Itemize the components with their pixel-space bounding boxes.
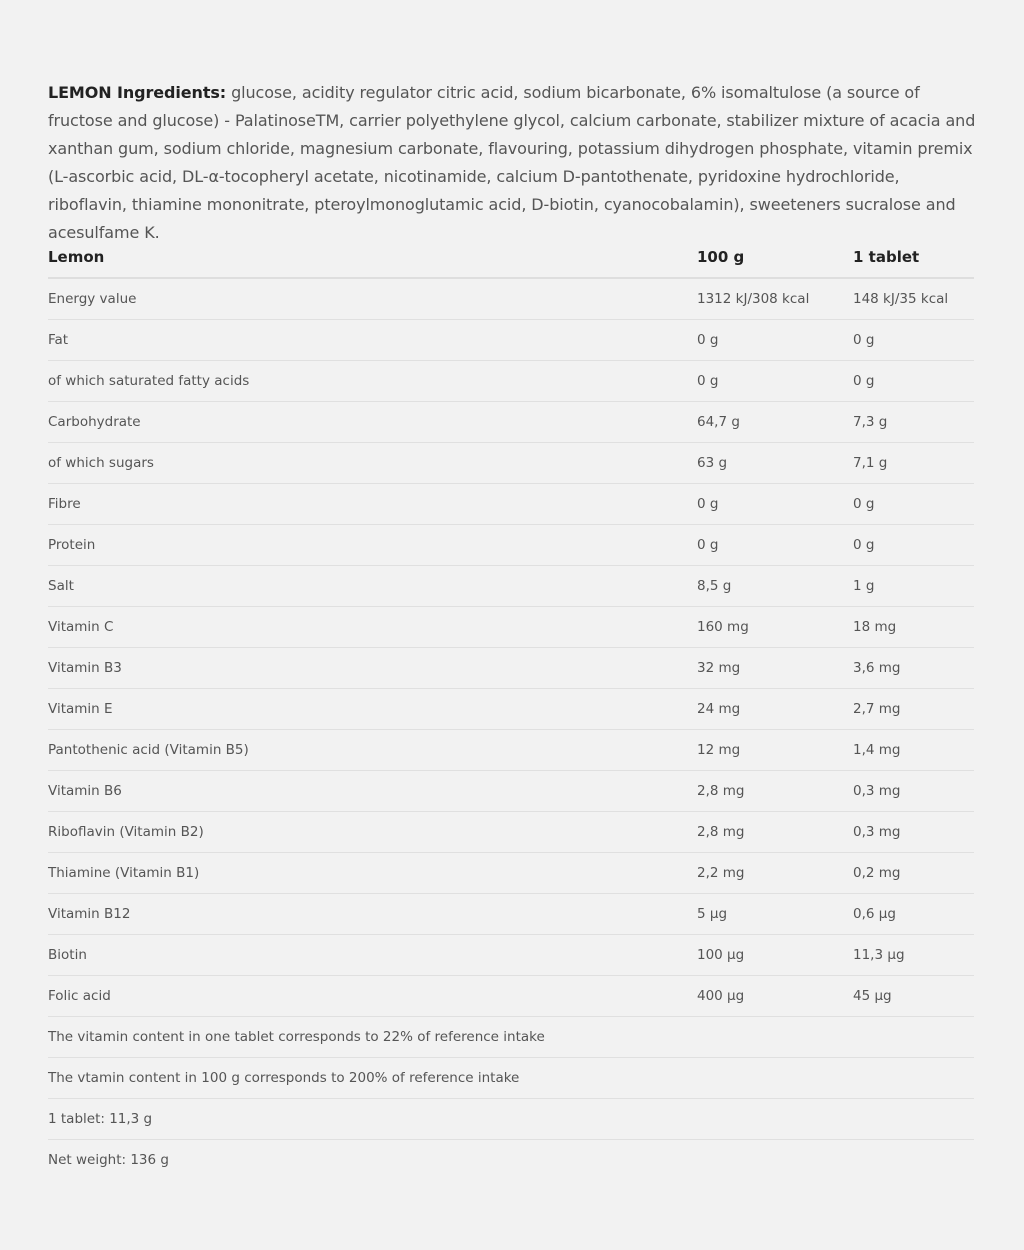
value-per-100g: 5 µg [697, 894, 853, 935]
note-net-weight: Net weight: 136 g [48, 1152, 169, 1168]
table-row [48, 730, 974, 771]
value-per-tablet: 18 mg [853, 607, 974, 648]
table-row [48, 443, 974, 484]
nutrient-name: Riboflavin (Vitamin B2) [48, 812, 697, 853]
value-per-100g: 0 g [697, 525, 853, 566]
value-per-100g: 1312 kJ/308 kcal [697, 278, 853, 320]
ingredients-text: glucose, acidity regulator citric acid, sodium bicarbonate, 6% isomaltulose (a source of fructose and glucose) - PalatinoseTM, carrier polyethylene glycol, calcium carbonate, stabilizer mixture of acacia and xanthan gum, sodium chloride, magnesium carbonate, flavouring, potassium dihydrogen phosphate, vitamin premix (L-ascorbic acid, DL-α-tocopheryl acetate, nicotinamide, calcium D-pantothenate, pyridoxine hydrochloride, riboflavin, thiamine mononitrate, pteroylmonoglutamic acid, D-biotin, cyanocobalamin), sweeteners sucralose and acesulfame K. [48, 83, 976, 242]
table-row [48, 771, 974, 812]
nutrient-name: Vitamin B6 [48, 771, 697, 812]
value-per-100g: 32 mg [697, 648, 853, 689]
table-row [48, 689, 974, 730]
nutrient-name: Fibre [48, 484, 697, 525]
value-per-100g: 0 g [697, 320, 853, 361]
value-per-100g: 0 g [697, 361, 853, 402]
table-row [48, 361, 974, 402]
value-per-tablet: 2,7 mg [853, 689, 974, 730]
header-per-100g: 100 g [697, 237, 853, 278]
table-header-row [48, 237, 974, 278]
table-row [48, 648, 974, 689]
value-per-100g: 0 g [697, 484, 853, 525]
table-row [48, 525, 974, 566]
ingredients-paragraph [48, 79, 978, 247]
table-row [48, 320, 974, 361]
table-row [48, 402, 974, 443]
table-row [48, 566, 974, 607]
nutrient-name: Protein [48, 525, 697, 566]
value-per-100g: 2,2 mg [697, 853, 853, 894]
value-per-tablet: 0 g [853, 484, 974, 525]
value-per-tablet: 7,3 g [853, 402, 974, 443]
nutrient-name: Folic acid [48, 976, 697, 1017]
nutrient-name: Thiamine (Vitamin B1) [48, 853, 697, 894]
value-per-tablet: 11,3 µg [853, 935, 974, 976]
value-per-tablet: 7,1 g [853, 443, 974, 484]
nutrient-name: Vitamin E [48, 689, 697, 730]
table-row [48, 935, 974, 976]
note-row [48, 1140, 974, 1181]
table-row [48, 484, 974, 525]
nutrient-name: Biotin [48, 935, 697, 976]
value-per-100g: 400 µg [697, 976, 853, 1017]
value-per-100g: 100 µg [697, 935, 853, 976]
value-per-tablet: 0,6 µg [853, 894, 974, 935]
value-per-100g: 2,8 mg [697, 812, 853, 853]
value-per-100g: 8,5 g [697, 566, 853, 607]
note-vitamin-tablet: The vitamin content in one tablet corresponds to 22% of reference intake [48, 1017, 697, 1058]
note-row [48, 1099, 974, 1140]
nutrient-name: Carbohydrate [48, 402, 697, 443]
table-row [48, 607, 974, 648]
value-per-tablet: 3,6 mg [853, 648, 974, 689]
table-row [48, 278, 974, 320]
value-per-tablet: 0,3 mg [853, 812, 974, 853]
value-per-100g: 24 mg [697, 689, 853, 730]
note-vitamin-100g: The vtamin content in 100 g corresponds to 200% of reference intake [48, 1058, 697, 1099]
nutrient-name: Energy value [48, 278, 697, 320]
value-per-tablet: 0 g [853, 525, 974, 566]
nutrition-table [48, 237, 974, 1180]
value-per-tablet: 45 µg [853, 976, 974, 1017]
value-per-100g: 160 mg [697, 607, 853, 648]
table-row [48, 812, 974, 853]
value-per-100g: 63 g [697, 443, 853, 484]
nutrient-name: Vitamin C [48, 607, 697, 648]
nutrient-name: Vitamin B3 [48, 648, 697, 689]
note-tablet-weight: 1 tablet: 11,3 g [48, 1099, 697, 1140]
value-per-100g: 64,7 g [697, 402, 853, 443]
table-row [48, 976, 974, 1017]
nutrient-name: of which saturated fatty acids [48, 361, 697, 402]
value-per-100g: 12 mg [697, 730, 853, 771]
value-per-tablet: 0,2 mg [853, 853, 974, 894]
header-product: Lemon [48, 237, 697, 278]
value-per-100g: 2,8 mg [697, 771, 853, 812]
ingredients-lead: LEMON Ingredients: [48, 83, 227, 102]
value-per-tablet: 148 kJ/35 kcal [853, 278, 974, 320]
nutrient-name: Pantothenic acid (Vitamin B5) [48, 730, 697, 771]
value-per-tablet: 0 g [853, 361, 974, 402]
value-per-tablet: 1,4 mg [853, 730, 974, 771]
note-row [48, 1017, 974, 1058]
value-per-tablet: 0,3 mg [853, 771, 974, 812]
nutrient-name: Salt [48, 566, 697, 607]
value-per-tablet: 1 g [853, 566, 974, 607]
nutrient-name: Vitamin B12 [48, 894, 697, 935]
table-row [48, 894, 974, 935]
nutrient-name: Fat [48, 320, 697, 361]
nutrient-name: of which sugars [48, 443, 697, 484]
table-row [48, 853, 974, 894]
header-per-tablet: 1 tablet [853, 237, 974, 278]
note-row [48, 1058, 974, 1099]
value-per-tablet: 0 g [853, 320, 974, 361]
